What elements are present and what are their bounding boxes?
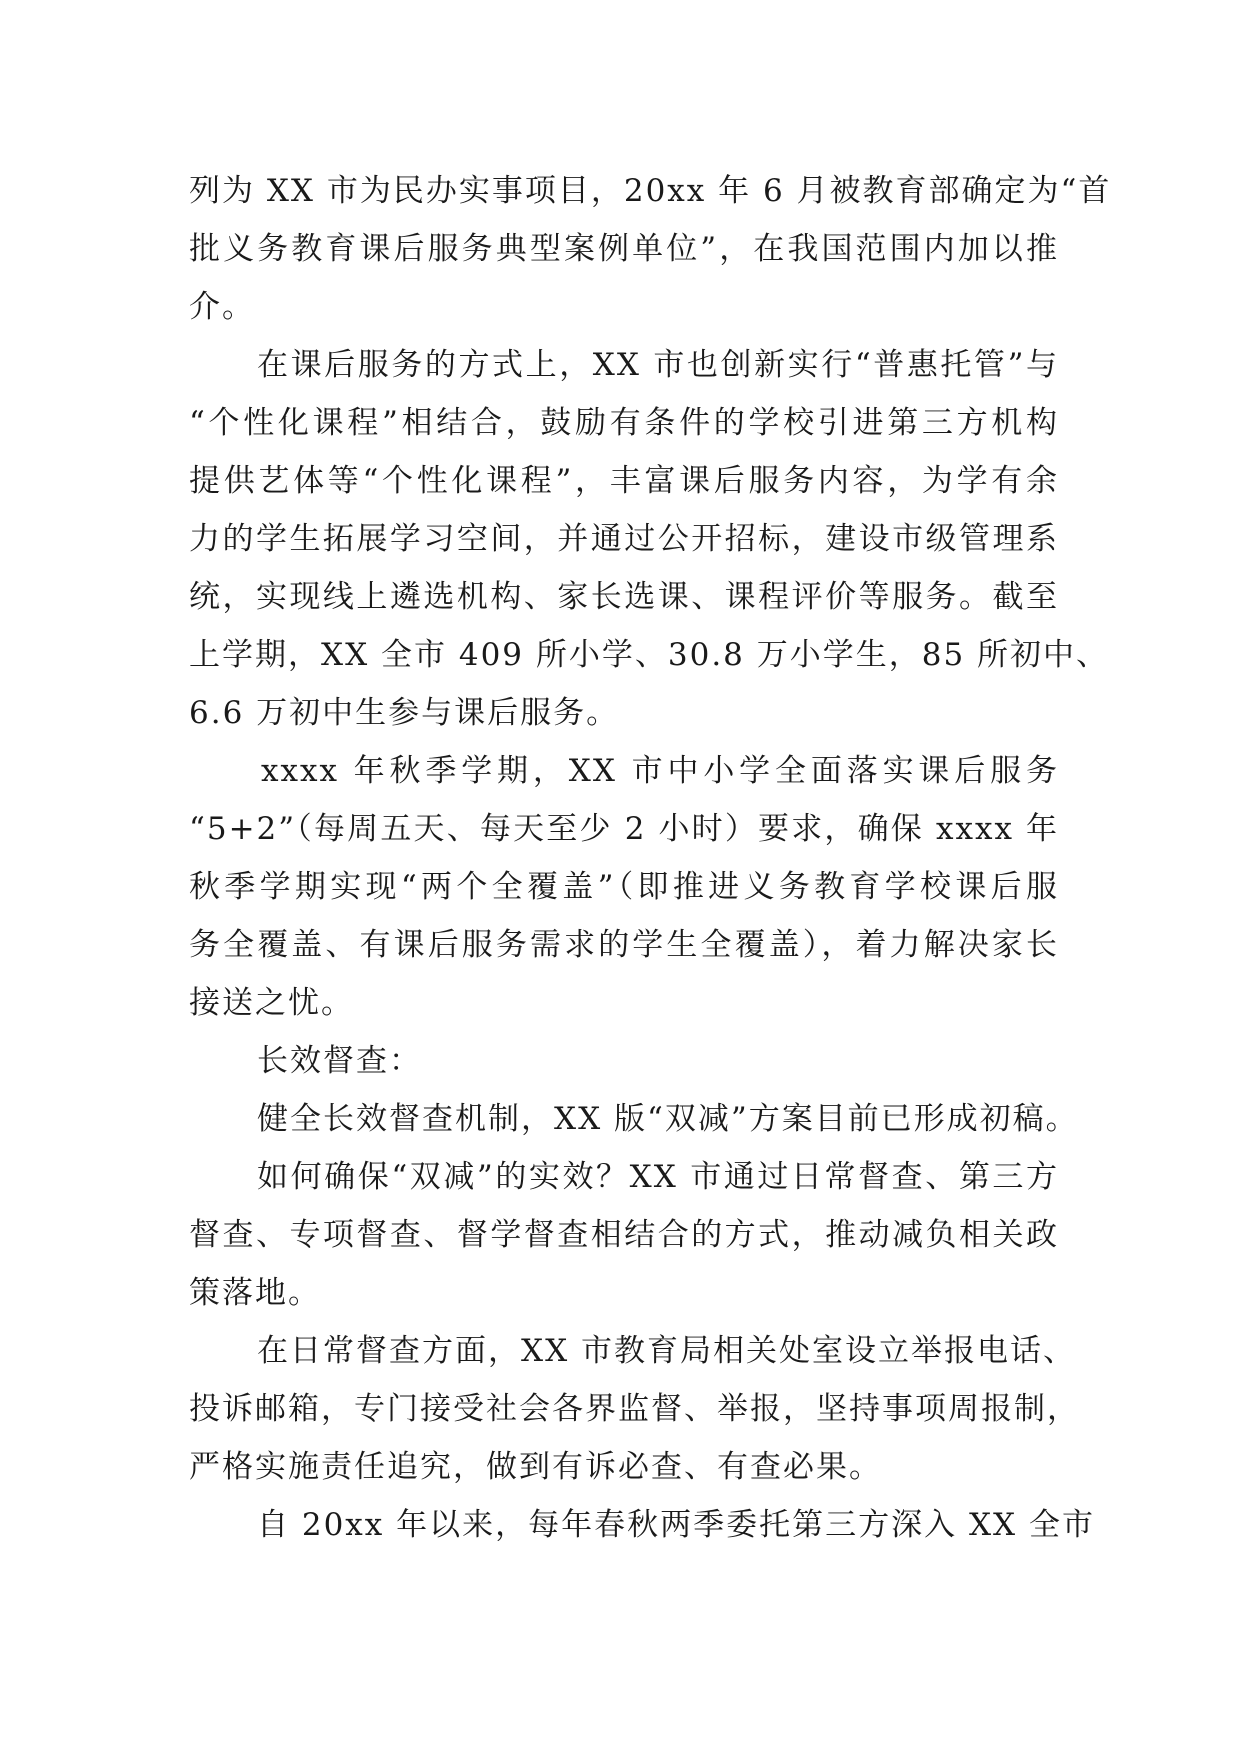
text-line: 介。 (189, 289, 255, 325)
text-line: “个性化课程”相结合，鼓励有条件的学校引进第三方机构 (189, 405, 1059, 441)
text-line: 接送之忧。 (189, 985, 354, 1021)
paragraph-first-line: 在课后服务的方式上，XX 市也创新实行“普惠托管”与 (257, 347, 1059, 383)
text-line: 力的学生拓展学习空间，并通过公开招标，建设市级管理系 (189, 521, 1059, 557)
paragraph-first-line: 如何确保“双减”的实效？XX 市通过日常督查、第三方 (257, 1159, 1059, 1195)
text-line: 务全覆盖、有课后服务需求的学生全覆盖），着力解决家长 (189, 927, 1059, 963)
text-line: 列为 XX 市为民办实事项目，20xx 年 6 月被教育部确定为“首 (189, 173, 1112, 209)
document-body (189, 162, 1112, 1554)
paragraph-first-line: 在日常督查方面，XX 市教育局相关处室设立举报电话、 (257, 1333, 1076, 1369)
paragraph-first-line: 自 20xx 年以来，每年春秋两季委托第三方深入 XX 全市 (257, 1507, 1095, 1543)
text-line: 严格实施责任追究，做到有诉必查、有查必果。 (189, 1449, 882, 1485)
text-line: 上学期，XX 全市 409 所小学、30.8 万小学生，85 所初中、 (189, 637, 1110, 673)
section-heading: 长效督查： (257, 1043, 422, 1079)
text-line: 秋季学期实现“两个全覆盖”（即推进义务教育学校课后服 (189, 869, 1059, 905)
paragraph-first-line: xxxx 年秋季学期，XX 市中小学全面落实课后服务 (261, 753, 1059, 789)
text-line: 批义务教育课后服务典型案例单位”，在我国范围内加以推 (189, 231, 1059, 267)
text-line: 投诉邮箱，专门接受社会各界监督、举报，坚持事项周报制， (189, 1391, 1080, 1427)
text-line: “5+2”（每周五天、每天至少 2 小时）要求，确保 xxxx 年 (189, 811, 1059, 847)
text-line: 6.6 万初中生参与课后服务。 (189, 695, 620, 731)
text-line: 策落地。 (189, 1275, 321, 1311)
text-line: 统，实现线上遴选机构、家长选课、课程评价等服务。截至 (189, 579, 1059, 615)
paragraph-first-line: 健全长效督查机制，XX 版“双减”方案目前已形成初稿。 (257, 1101, 1079, 1137)
text-line: 提供艺体等“个性化课程”，丰富课后服务内容，为学有余 (189, 463, 1059, 499)
text-line: 督查、专项督查、督学督查相结合的方式，推动减负相关政 (189, 1217, 1059, 1253)
